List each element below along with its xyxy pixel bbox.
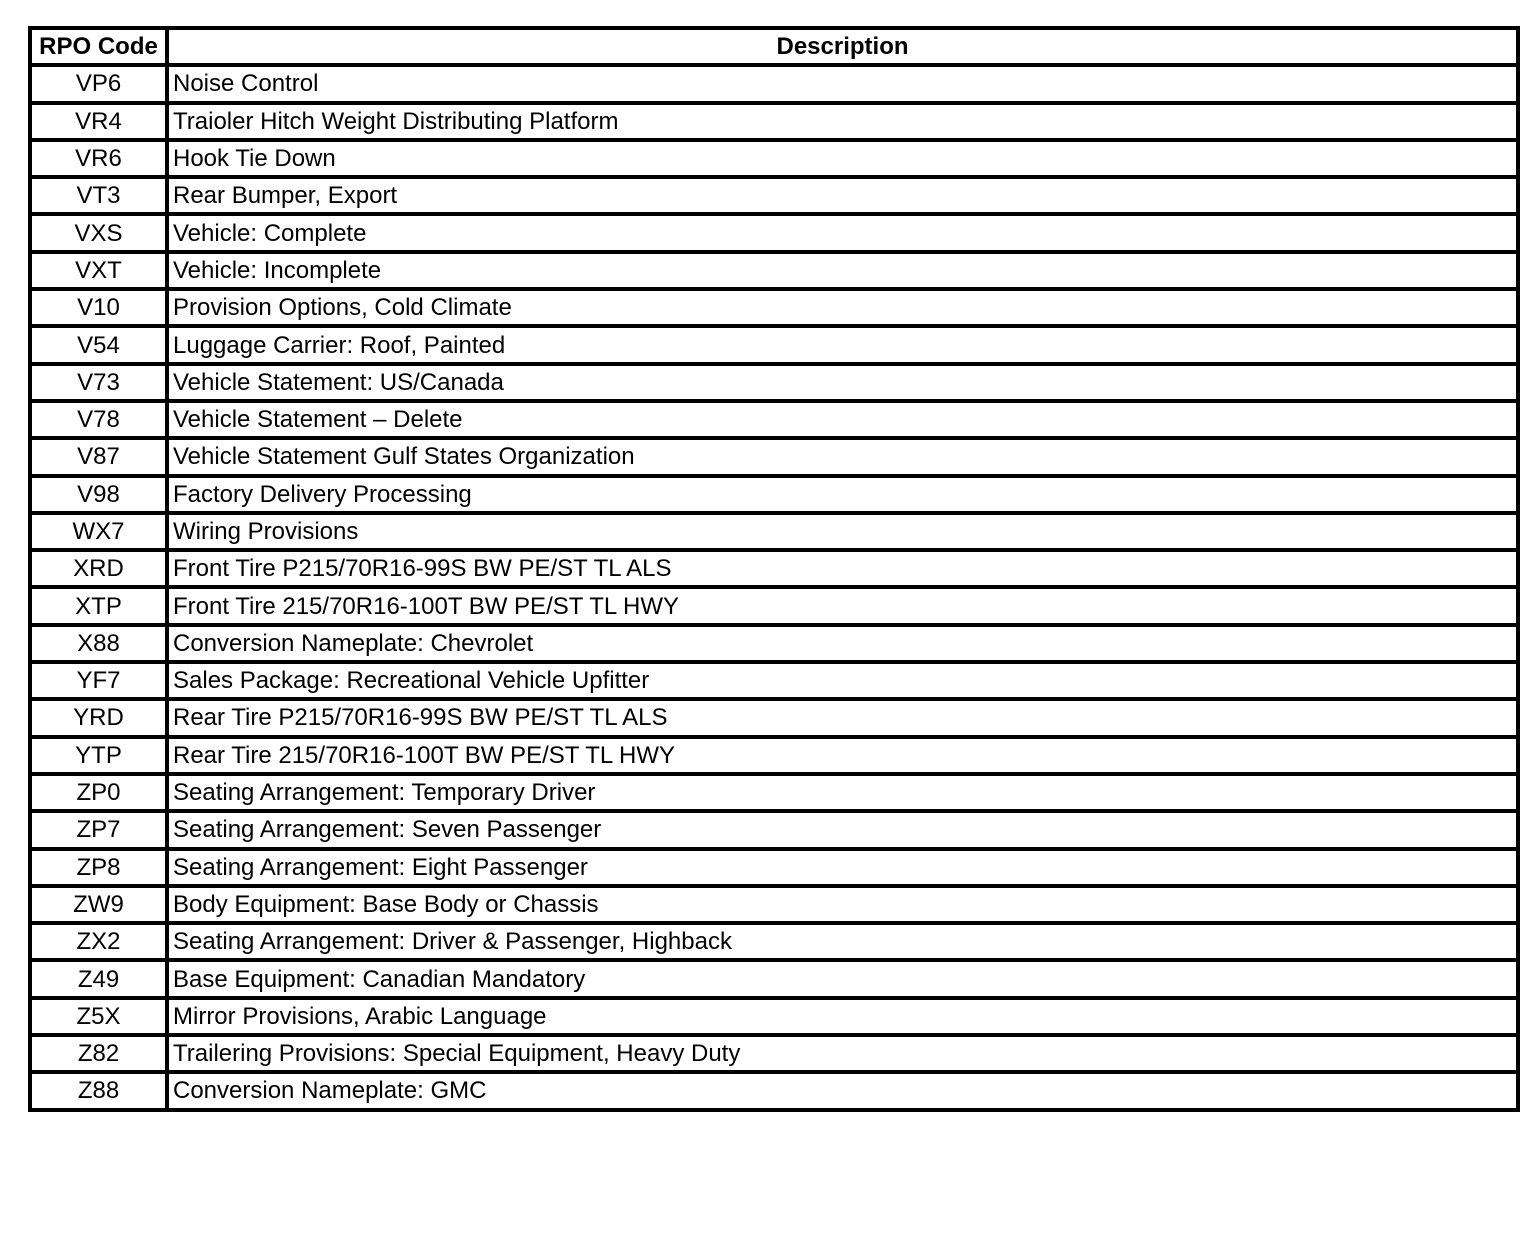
table-row bbox=[30, 662, 1518, 699]
description-cell: Seating Arrangement: Seven Passenger bbox=[167, 811, 1518, 848]
description-cell: Conversion Nameplate: GMC bbox=[167, 1072, 1518, 1109]
table-row bbox=[30, 625, 1518, 662]
table-row bbox=[30, 103, 1518, 140]
description-cell: Trailering Provisions: Special Equipment, Heavy Duty bbox=[167, 1035, 1518, 1072]
rpo-code-cell: VR4 bbox=[30, 103, 167, 140]
table-row bbox=[30, 886, 1518, 923]
description-cell: Rear Bumper, Export bbox=[167, 177, 1518, 214]
description-cell: Vehicle Statement Gulf States Organization bbox=[167, 438, 1518, 475]
rpo-code-cell: Z5X bbox=[30, 998, 167, 1035]
description-cell: Rear Tire P215/70R16-99S BW PE/ST TL ALS bbox=[167, 699, 1518, 736]
rpo-code-cell: VP6 bbox=[30, 65, 167, 102]
description-cell: Noise Control bbox=[167, 65, 1518, 102]
rpo-code-cell: VT3 bbox=[30, 177, 167, 214]
rpo-code-cell: YTP bbox=[30, 737, 167, 774]
table-row bbox=[30, 177, 1518, 214]
rpo-code-cell: ZW9 bbox=[30, 886, 167, 923]
rpo-code-table-container bbox=[28, 26, 1516, 1112]
rpo-code-cell: XRD bbox=[30, 550, 167, 587]
rpo-code-cell: Z49 bbox=[30, 960, 167, 997]
description-cell: Vehicle Statement – Delete bbox=[167, 401, 1518, 438]
header-rpo-code: RPO Code bbox=[30, 28, 167, 65]
rpo-code-cell: ZP7 bbox=[30, 811, 167, 848]
description-cell: Hook Tie Down bbox=[167, 140, 1518, 177]
rpo-code-cell: V10 bbox=[30, 289, 167, 326]
description-cell: Conversion Nameplate: Chevrolet bbox=[167, 625, 1518, 662]
rpo-code-cell: XTP bbox=[30, 587, 167, 624]
table-row bbox=[30, 513, 1518, 550]
description-cell: Seating Arrangement: Driver & Passenger, Highback bbox=[167, 923, 1518, 960]
rpo-code-table bbox=[28, 26, 1520, 1112]
description-cell: Sales Package: Recreational Vehicle Upfitter bbox=[167, 662, 1518, 699]
table-row bbox=[30, 1035, 1518, 1072]
description-cell: Luggage Carrier: Roof, Painted bbox=[167, 326, 1518, 363]
table-row bbox=[30, 737, 1518, 774]
rpo-code-cell: V78 bbox=[30, 401, 167, 438]
table-row bbox=[30, 923, 1518, 960]
rpo-code-cell: V54 bbox=[30, 326, 167, 363]
rpo-code-cell: ZP0 bbox=[30, 774, 167, 811]
rpo-code-cell: VXS bbox=[30, 214, 167, 251]
rpo-code-cell: YRD bbox=[30, 699, 167, 736]
description-cell: Seating Arrangement: Eight Passenger bbox=[167, 849, 1518, 886]
description-cell: Rear Tire 215/70R16-100T BW PE/ST TL HWY bbox=[167, 737, 1518, 774]
table-row bbox=[30, 550, 1518, 587]
description-cell: Provision Options, Cold Climate bbox=[167, 289, 1518, 326]
table-row bbox=[30, 364, 1518, 401]
description-cell: Base Equipment: Canadian Mandatory bbox=[167, 960, 1518, 997]
rpo-code-cell: YF7 bbox=[30, 662, 167, 699]
description-cell: Front Tire 215/70R16-100T BW PE/ST TL HWY bbox=[167, 587, 1518, 624]
table-body bbox=[30, 65, 1518, 1109]
table-row bbox=[30, 811, 1518, 848]
table-row bbox=[30, 587, 1518, 624]
description-cell: Vehicle Statement: US/Canada bbox=[167, 364, 1518, 401]
rpo-code-cell: ZX2 bbox=[30, 923, 167, 960]
table-row bbox=[30, 401, 1518, 438]
header-description: Description bbox=[167, 28, 1518, 65]
table-row bbox=[30, 699, 1518, 736]
rpo-code-cell: VXT bbox=[30, 252, 167, 289]
table-row bbox=[30, 65, 1518, 102]
rpo-code-cell: V87 bbox=[30, 438, 167, 475]
rpo-code-cell: VR6 bbox=[30, 140, 167, 177]
table-row bbox=[30, 140, 1518, 177]
description-cell: Body Equipment: Base Body or Chassis bbox=[167, 886, 1518, 923]
table-row bbox=[30, 214, 1518, 251]
table-row bbox=[30, 326, 1518, 363]
description-cell: Traioler Hitch Weight Distributing Platform bbox=[167, 103, 1518, 140]
table-row bbox=[30, 849, 1518, 886]
table-row bbox=[30, 289, 1518, 326]
rpo-code-cell: Z82 bbox=[30, 1035, 167, 1072]
rpo-code-cell: WX7 bbox=[30, 513, 167, 550]
description-cell: Vehicle: Complete bbox=[167, 214, 1518, 251]
table-row bbox=[30, 252, 1518, 289]
rpo-code-cell: ZP8 bbox=[30, 849, 167, 886]
table-row bbox=[30, 774, 1518, 811]
table-row bbox=[30, 998, 1518, 1035]
table-row bbox=[30, 960, 1518, 997]
rpo-code-cell: Z88 bbox=[30, 1072, 167, 1109]
description-cell: Mirror Provisions, Arabic Language bbox=[167, 998, 1518, 1035]
description-cell: Front Tire P215/70R16-99S BW PE/ST TL ALS bbox=[167, 550, 1518, 587]
rpo-code-cell: V73 bbox=[30, 364, 167, 401]
description-cell: Factory Delivery Processing bbox=[167, 476, 1518, 513]
rpo-code-cell: X88 bbox=[30, 625, 167, 662]
rpo-code-cell: V98 bbox=[30, 476, 167, 513]
table-row bbox=[30, 476, 1518, 513]
table-header-row bbox=[30, 28, 1518, 65]
description-cell: Wiring Provisions bbox=[167, 513, 1518, 550]
description-cell: Vehicle: Incomplete bbox=[167, 252, 1518, 289]
table-row bbox=[30, 438, 1518, 475]
table-row bbox=[30, 1072, 1518, 1109]
description-cell: Seating Arrangement: Temporary Driver bbox=[167, 774, 1518, 811]
